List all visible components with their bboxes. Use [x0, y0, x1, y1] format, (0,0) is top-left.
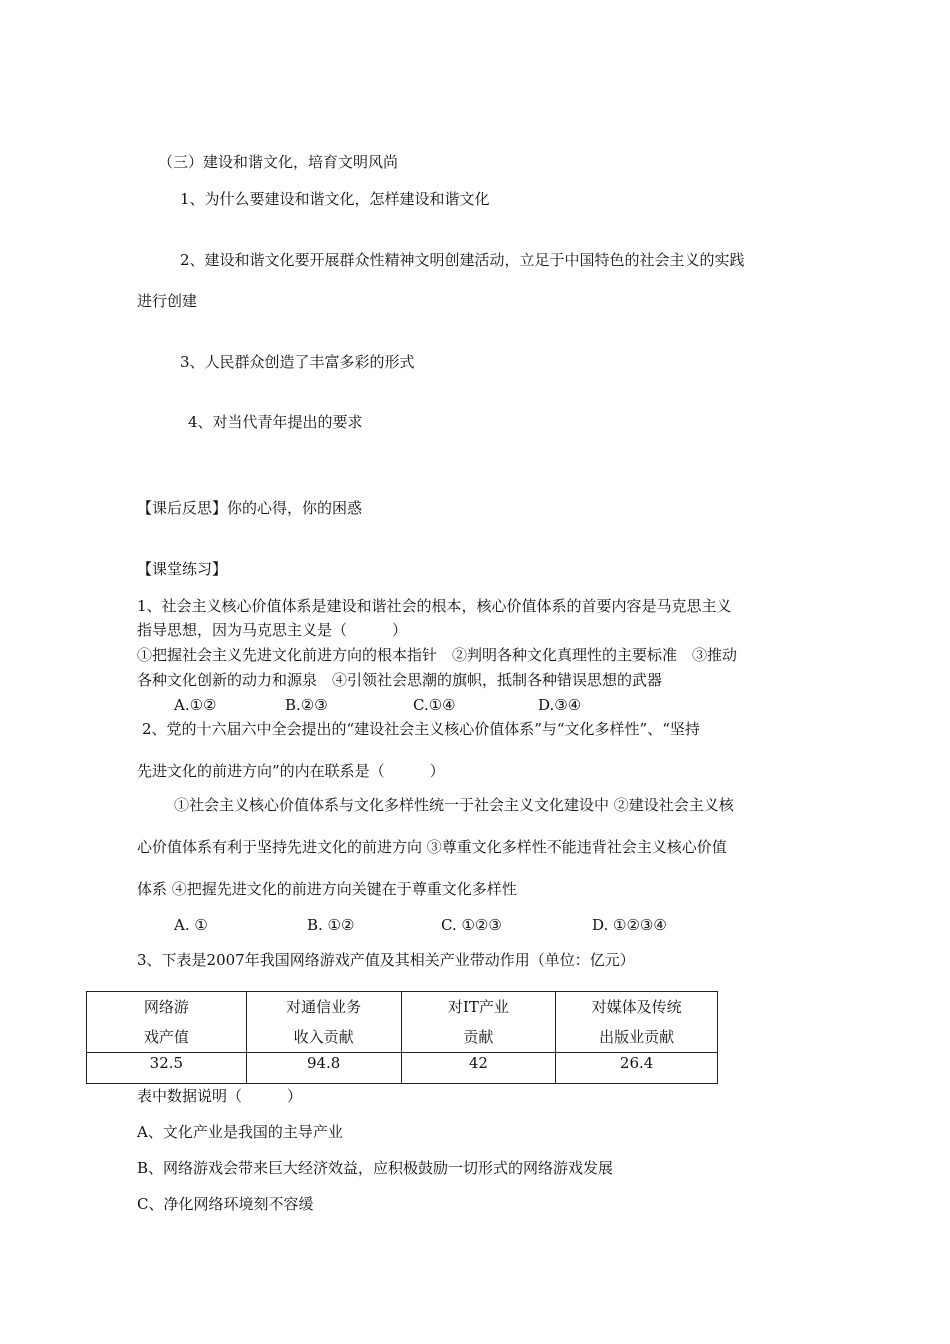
q2-line-2: 先进文化的前进方向”的内在联系是（ ）	[137, 762, 445, 780]
table-cell: 32.5	[87, 1053, 247, 1084]
section-point-2-cont: 进行创建	[137, 292, 198, 310]
q1-line-1: 1、社会主义核心价值体系是建设和谐社会的根本，核心价值体系的首要内容是马克思主义	[137, 597, 732, 615]
q2-option-a: A. ①	[174, 916, 208, 934]
table-cell: 94.8	[246, 1053, 401, 1084]
q1-line-2: 指导思想，因为马克思主义是（ ）	[137, 621, 408, 639]
q1-option-b: B.②③	[285, 696, 328, 714]
q1-option-d: D.③④	[538, 696, 582, 714]
section-point-3: 3、人民群众创造了丰富多彩的形式	[180, 353, 415, 371]
section-point-1: 1、为什么要建设和谐文化，怎样建设和谐文化	[180, 190, 490, 208]
section-heading: （三）建设和谐文化，培育文明风尚	[158, 153, 399, 171]
table-header-row	[87, 992, 718, 1053]
header-line: 贡献	[463, 1028, 494, 1046]
q3-intro: 3、下表是2007年我国网络游戏产值及其相关产业带动作用（单位：亿元）	[137, 951, 635, 969]
output-value-table	[86, 991, 718, 1084]
header-line: 出版业贡献	[599, 1028, 675, 1046]
section-point-4: 4、对当代青年提出的要求	[188, 413, 363, 431]
q2-line-4: 心价值体系有利于坚持先进文化的前进方向 ③尊重文化多样性不能违背社会主义核心价值	[137, 838, 727, 856]
q2-line-1: 2、党的十六届六中全会提出的“建设社会主义核心价值体系”与“文化多样性”、“坚持	[142, 720, 700, 738]
header-line: 对IT产业	[447, 998, 509, 1016]
table-cell: 42	[401, 1053, 556, 1084]
reflection-heading: 【课后反思】你的心得，你的困惑	[137, 499, 363, 517]
section-point-2: 2、建设和谐文化要开展群众性精神文明创建活动，立足于中国特色的社会主义的实践	[180, 251, 745, 269]
table-header-cell	[401, 992, 556, 1053]
table-header-cell	[556, 992, 718, 1053]
table-header-cell	[87, 992, 247, 1053]
q3-choice-a: A、文化产业是我国的主导产业	[137, 1123, 343, 1141]
q2-line-5: 体系 ④把握先进文化的前进方向关键在于尊重文化多样性	[137, 880, 517, 898]
practice-heading: 【课堂练习】	[137, 560, 228, 578]
header-line: 网络游	[143, 998, 189, 1016]
table-row	[87, 1053, 718, 1084]
q2-option-d: D. ①②③④	[592, 916, 667, 934]
table-cell: 26.4	[556, 1053, 718, 1084]
q2-line-3: ①社会主义核心价值体系与文化多样性统一于社会主义文化建设中 ②建设社会主义核	[174, 796, 734, 814]
q1-line-3: ①把握社会主义先进文化前进方向的根本指针 ②判明各种文化真理性的主要标准 ③推动	[137, 646, 738, 664]
header-line: 对媒体及传统	[591, 998, 682, 1016]
header-line: 戏产值	[143, 1028, 189, 1046]
q1-option-c: C.①④	[413, 696, 456, 714]
table-header-cell	[246, 992, 401, 1053]
header-line: 收入贡献	[293, 1028, 354, 1046]
q1-line-4: 各种文化创新的动力和源泉 ④引领社会思潮的旗帜，抵制各种错误思想的武器	[137, 671, 663, 689]
header-line: 对通信业务	[286, 998, 362, 1016]
q3-choice-c: C、净化网络环境刻不容缓	[137, 1195, 314, 1213]
q3-choice-b: B、网络游戏会带来巨大经济效益，应积极鼓励一切形式的网络游戏发展	[137, 1159, 614, 1177]
q1-option-a: A.①②	[174, 696, 217, 714]
q3-prompt: 表中数据说明（ ）	[137, 1087, 303, 1105]
q2-option-b: B. ①②	[307, 916, 355, 934]
q2-option-c: C. ①②③	[441, 916, 502, 934]
